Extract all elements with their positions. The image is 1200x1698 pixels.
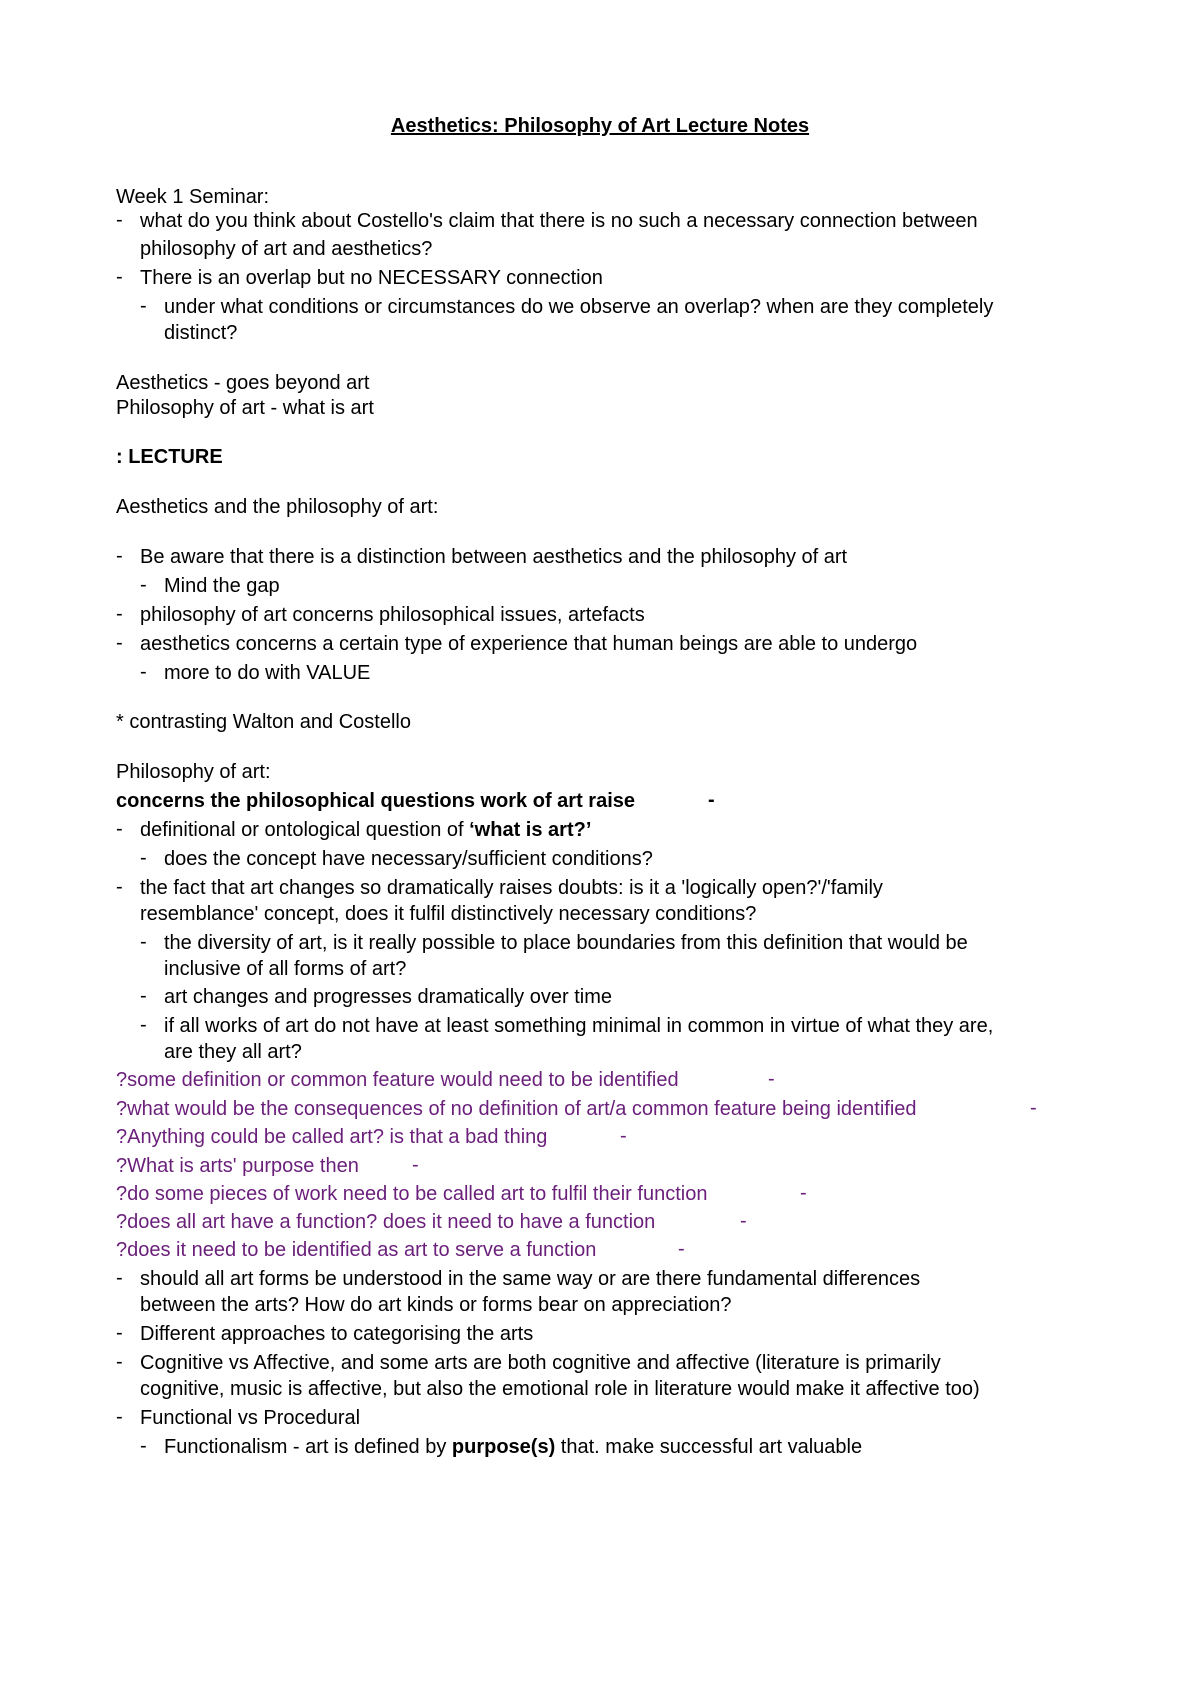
bullet-dash: -	[116, 818, 123, 840]
trailing-dash: -	[768, 1068, 775, 1090]
bullet-dash: -	[116, 1351, 123, 1373]
bullet-text	[140, 818, 591, 842]
sub-bullet-text: more to do with VALUE	[164, 662, 371, 684]
seminar-bullet-text: There is an overlap but no NECESSARY connection	[140, 267, 603, 289]
bullet-text-part: definitional or ontological question of	[140, 819, 470, 841]
bullet-text: resemblance' concept, does it fulfil distinctively necessary conditions?	[140, 903, 757, 925]
bullet-text: should all art forms be understood in the same way or are there fundamental differences	[140, 1268, 921, 1290]
seminar-bullet-text: what do you think about Costello's claim that there is no such a necessary connection between	[140, 210, 978, 232]
trailing-dash: -	[620, 1125, 627, 1147]
question-line: ?some definition or common feature would need to be identified	[116, 1069, 679, 1091]
text-part: that. make successful art valuable	[555, 1436, 863, 1458]
seminar-sub-bullet-text: distinct?	[164, 322, 238, 344]
seminar-sub-bullet-text: under what conditions or circumstances do we observe an overlap? when are they completely	[164, 296, 994, 318]
bullet-dash: -	[116, 1406, 123, 1428]
section-heading: Aesthetics and the philosophy of art:	[116, 496, 439, 518]
bullet-text: aesthetics concerns a certain type of experience that human beings are able to undergo	[140, 633, 918, 655]
sub-bullet-text: art changes and progresses dramatically over time	[164, 986, 612, 1008]
sub-bullet-text: are they all art?	[164, 1041, 302, 1063]
bullet-dash: -	[116, 266, 123, 288]
question-line: ?What is arts' purpose then	[116, 1155, 359, 1177]
bullet-dash: -	[140, 1014, 147, 1036]
text-part: Functionalism - art is defined by	[164, 1436, 452, 1458]
bullet-text: Functional vs Procedural	[140, 1407, 361, 1429]
bold-heading-line: concerns the philosophical questions work of art raise	[116, 790, 636, 812]
sub-bullet-text: the diversity of art, is it really possible to place boundaries from this definition that would be	[164, 932, 968, 954]
bullet-dash: -	[116, 603, 123, 625]
bullet-dash: -	[116, 1267, 123, 1289]
question-line: ?what would be the consequences of no definition of art/a common feature being identified	[116, 1098, 917, 1120]
bullet-dash: -	[116, 545, 123, 567]
sub-bullet-text: does the concept have necessary/sufficient conditions?	[164, 848, 653, 870]
bullet-text: between the arts? How do art kinds or forms bear on appreciation?	[140, 1294, 732, 1316]
bullet-text: Cognitive vs Affective, and some arts are both cognitive and affective (literature is primarily	[140, 1352, 941, 1374]
bullet-dash: -	[140, 574, 147, 596]
section-heading: Philosophy of art:	[116, 761, 271, 783]
bullet-dash: -	[116, 1322, 123, 1344]
bullet-dash: -	[140, 985, 147, 1007]
seminar-heading: Week 1 Seminar:	[116, 186, 270, 208]
lecture-heading: : LECTURE	[116, 446, 223, 468]
sub-bullet-text: if all works of art do not have at least something minimal in common in virtue of what they are,	[164, 1015, 994, 1037]
note-line: * contrasting Walton and Costello	[116, 711, 411, 733]
sub-bullet-text: Mind the gap	[164, 575, 280, 597]
sub-bullet-text	[164, 1435, 862, 1459]
seminar-bullet-text: philosophy of art and aesthetics?	[140, 238, 433, 260]
definition-line: Philosophy of art - what is art	[116, 397, 374, 419]
definition-line: Aesthetics - goes beyond art	[116, 372, 370, 394]
bullet-text: cognitive, music is affective, but also the emotional role in literature would make it affective too)	[140, 1378, 980, 1400]
bullet-text: the fact that art changes so dramatically raises doubts: is it a 'logically open?'/'family	[140, 877, 883, 899]
bold-phrase: ‘what is art?’	[469, 819, 592, 841]
bullet-dash: -	[140, 295, 147, 317]
bullet-text: Different approaches to categorising the arts	[140, 1323, 534, 1345]
question-line: ?Anything could be called art? is that a bad thing	[116, 1126, 548, 1148]
sub-bullet-text: inclusive of all forms of art?	[164, 958, 407, 980]
trailing-dash: -	[708, 789, 715, 811]
bullet-dash: -	[140, 1435, 147, 1457]
question-line: ?does it need to be identified as art to serve a function	[116, 1239, 597, 1261]
trailing-dash: -	[678, 1238, 685, 1260]
question-line: ?do some pieces of work need to be called art to fulfil their function	[116, 1183, 708, 1205]
bullet-dash: -	[140, 661, 147, 683]
bold-phrase: purpose(s)	[451, 1436, 556, 1458]
bullet-dash: -	[116, 209, 123, 231]
trailing-dash: -	[1030, 1097, 1037, 1119]
bullet-dash: -	[140, 931, 147, 953]
trailing-dash: -	[740, 1210, 747, 1232]
bullet-dash: -	[140, 847, 147, 869]
bullet-text: Be aware that there is a distinction between aesthetics and the philosophy of art	[140, 546, 848, 568]
trailing-dash: -	[800, 1182, 807, 1204]
document-title: Aesthetics: Philosophy of Art Lecture Notes	[390, 115, 810, 137]
bullet-text: philosophy of art concerns philosophical issues, artefacts	[140, 604, 645, 626]
bullet-dash: -	[116, 876, 123, 898]
question-line: ?does all art have a function? does it need to have a function	[116, 1211, 656, 1233]
bullet-dash: -	[116, 632, 123, 654]
trailing-dash: -	[412, 1154, 419, 1176]
